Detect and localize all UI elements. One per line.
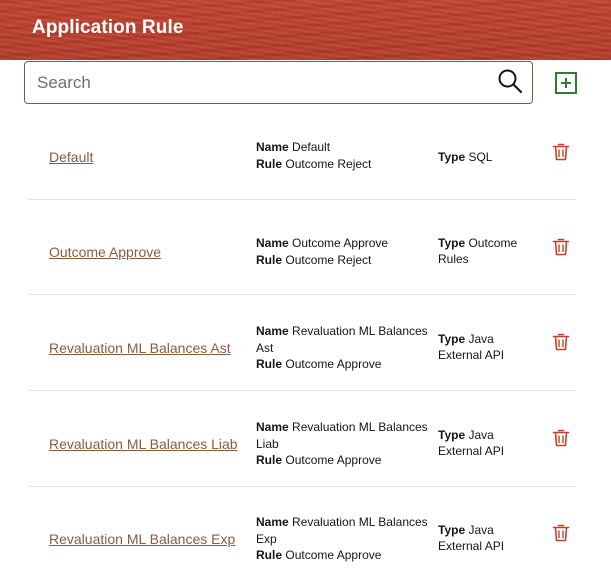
rule-link[interactable]: Revaluation ML Balances Ast bbox=[49, 340, 231, 356]
rule-value: Outcome Approve bbox=[285, 548, 382, 562]
search-input[interactable] bbox=[37, 70, 477, 96]
rule-details bbox=[256, 323, 436, 373]
name-label: Name bbox=[256, 324, 289, 338]
name-label: Name bbox=[256, 420, 289, 434]
search-icon[interactable] bbox=[497, 68, 523, 94]
trash-icon[interactable] bbox=[552, 523, 570, 543]
type-value: Java External API bbox=[438, 428, 505, 458]
name-value: Default bbox=[292, 140, 331, 154]
rule-details bbox=[256, 235, 436, 268]
rule-row-default bbox=[28, 104, 576, 200]
rule-type bbox=[438, 149, 538, 165]
type-value: Java External API bbox=[438, 332, 505, 362]
trash-icon[interactable] bbox=[552, 142, 570, 162]
name-value: Revaluation ML Balances Exp bbox=[256, 515, 428, 546]
trash-icon[interactable] bbox=[552, 332, 570, 352]
rule-row-revaluation-liab bbox=[28, 391, 576, 487]
search-box[interactable] bbox=[24, 61, 533, 104]
rule-details bbox=[256, 139, 436, 172]
type-label: Type bbox=[438, 428, 466, 442]
name-label: Name bbox=[256, 515, 289, 529]
rule-label: Rule bbox=[256, 357, 283, 371]
trash-icon[interactable] bbox=[552, 237, 570, 257]
type-label: Type bbox=[438, 150, 466, 164]
rule-type bbox=[438, 235, 538, 267]
rule-type bbox=[438, 331, 538, 363]
rule-link[interactable]: Revaluation ML Balances Exp bbox=[49, 531, 236, 547]
rule-type bbox=[438, 427, 538, 459]
rule-value: Outcome Reject bbox=[285, 252, 372, 267]
rule-label: Rule bbox=[256, 548, 283, 562]
add-rule-button[interactable] bbox=[555, 72, 577, 94]
rule-row-outcome-approve bbox=[28, 199, 576, 295]
trash-icon[interactable] bbox=[552, 428, 570, 448]
rule-value: Outcome Approve bbox=[285, 357, 382, 371]
rule-link[interactable]: Default bbox=[49, 149, 94, 165]
rule-row-revaluation-ast bbox=[28, 295, 576, 391]
rule-link[interactable]: Revaluation ML Balances Liab bbox=[49, 436, 238, 452]
rule-details bbox=[256, 419, 436, 469]
rule-row-revaluation-exp bbox=[28, 486, 576, 572]
name-value: Revaluation ML Balances Ast bbox=[256, 324, 428, 355]
type-label: Type bbox=[438, 236, 466, 250]
rule-type bbox=[438, 522, 538, 554]
name-value: Outcome Approve bbox=[292, 236, 389, 250]
rule-value: Outcome Approve bbox=[285, 453, 382, 467]
page-title: Application Rule bbox=[32, 17, 184, 38]
rule-label: Rule bbox=[256, 252, 283, 267]
rule-label: Rule bbox=[256, 453, 283, 467]
name-value: Revaluation ML Balances Liab bbox=[256, 420, 428, 451]
rule-value: Outcome Reject bbox=[285, 156, 372, 171]
rule-details bbox=[256, 514, 436, 564]
name-label: Name bbox=[256, 236, 289, 250]
rule-link[interactable]: Outcome Approve bbox=[49, 244, 162, 260]
type-label: Type bbox=[438, 523, 466, 537]
type-value: Outcome Rules bbox=[438, 236, 518, 266]
type-label: Type bbox=[438, 332, 466, 346]
name-label: Name bbox=[256, 140, 289, 154]
type-value: Java External API bbox=[438, 523, 505, 553]
page-header bbox=[0, 0, 611, 60]
type-value: SQL bbox=[468, 150, 493, 164]
rule-label: Rule bbox=[256, 156, 283, 171]
